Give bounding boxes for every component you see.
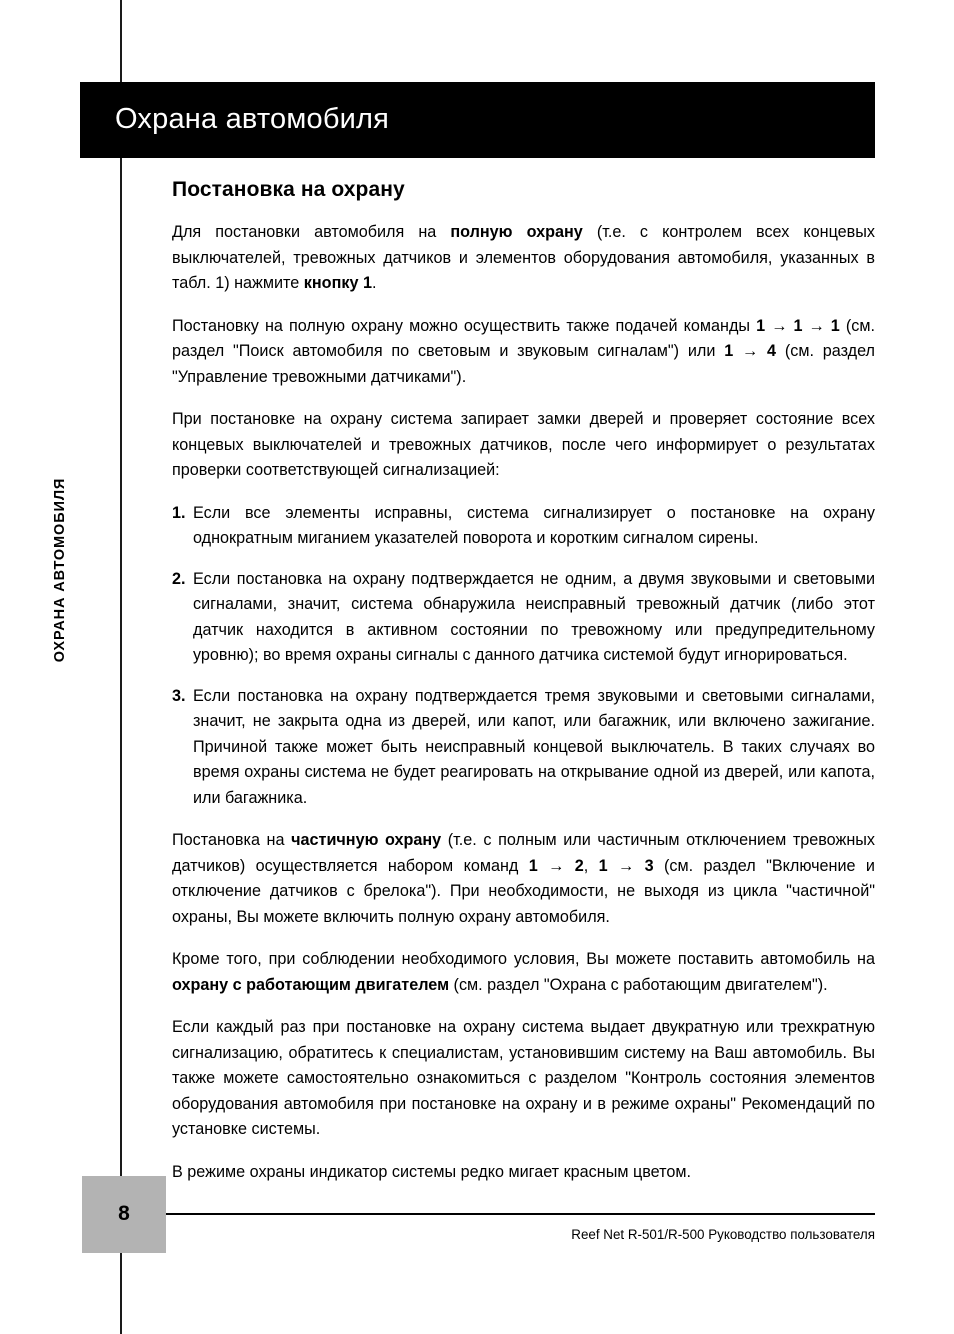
list-item-text: Если постановка на охрану подтверждается не одним, а двумя звуковыми и световыми сигналами, значит, система обнаружила неисправный тревожный датчик (либо этот датчик находится в активном состоянии по тревожному или предупредительному уровню); во время охраны сигналы с данного датчика системой будут игнорироваться. <box>193 569 875 664</box>
list-marker: 2. <box>172 569 186 588</box>
command-1-2: 1 → 2 <box>528 856 584 875</box>
text-run: (см. раздел "Поиск автомобиля по световым и звуковым сигналам") или <box>172 316 876 360</box>
list-item <box>172 501 875 552</box>
paragraph-partial-arming <box>172 828 875 930</box>
page-number: 8 <box>118 1201 130 1225</box>
text-run: . <box>371 274 377 292</box>
paragraph-indicator-note: В режиме охраны индикатор системы редко мигает красным цветом. <box>172 1162 691 1181</box>
page-spine-line <box>120 0 122 1334</box>
text-run: (см. раздел "Охрана с работающим двигателем"). <box>449 975 828 994</box>
emphasis-engine-running-guard: охрану с работающим двигателем <box>172 975 450 994</box>
command-1-1-1: 1 → 1 → 1 <box>756 316 840 335</box>
text-run: (см. раздел "Включение и отключение датчиков с брелока"). При необходимости, не выходя из цикла "частичной" охраны, Вы можете включить полную охрану автомобиля. <box>172 856 875 926</box>
text-run: Кроме того, при соблюдении необходимого условия, Вы можете поставить автомобиль на <box>172 950 875 968</box>
side-running-head-label: ОХРАНА АВТОМОБИЛЯ <box>52 477 68 663</box>
paragraph-engine-running-guard <box>172 947 875 998</box>
section-title: Постановка на охрану <box>172 178 405 201</box>
main-content <box>172 178 875 1185</box>
chapter-banner <box>80 82 875 158</box>
paragraph-full-arming-intro <box>172 220 875 297</box>
list-marker: 1. <box>172 503 186 522</box>
command-1-4: 1 → 4 <box>724 342 777 360</box>
paragraph-arming-check: При постановке на охрану система запирает замки дверей и проверяет состояние всех концевых выключателей и тревожных датчиков, после чего информирует о результатах проверки соответствующей сигнализацией: <box>172 410 875 479</box>
text-run: (т.е. с контролем всех концевых выключателей, тревожных датчиков и элементов оборудования автомобиля, указанных в табл. 1) нажмите <box>172 223 875 292</box>
list-item <box>172 684 875 812</box>
emphasis-partial-guard: частичную охрану <box>291 831 442 849</box>
text-run: Постановку на полную охрану можно осуществить также подачей команды <box>172 316 757 335</box>
chapter-title: Охрана автомобиля <box>115 102 390 135</box>
text-run: (т.е. с полным или частичным отключением тревожных датчиков) осуществляется набором команд <box>172 831 875 875</box>
list-item <box>172 567 875 669</box>
footer-caption: Reef Net R-501/R-500 Руководство пользователя <box>571 1227 875 1242</box>
text-run: , <box>583 856 599 875</box>
text-run: Для постановки автомобиля на <box>172 223 451 241</box>
emphasis-full-guard: полную охрану <box>450 223 583 241</box>
numbered-signal-list <box>172 501 875 812</box>
command-1-3: 1 → 3 <box>598 856 654 875</box>
footer-divider <box>166 1213 875 1215</box>
paragraph-troubleshooting: Если каждый раз при постановке на охрану система выдает двукратную или трехкратную сигнализацию, обратитесь к специалистам, установившим систему на Ваш автомобиль. Вы также можете самостоятельно ознакомиться с разделом "Контроль состояния элементов оборудования автомобиля при постановке на охрану и в режиме охраны" Рекомендаций по установке системы. <box>172 1018 875 1138</box>
text-run: Постановка на <box>172 831 292 849</box>
paragraph-command-sequences <box>172 314 875 391</box>
side-running-head <box>0 430 120 710</box>
list-marker: 3. <box>172 686 186 705</box>
text-run: (см. раздел "Управление тревожными датчиками"). <box>172 342 875 386</box>
list-item-text: Если все элементы исправны, система сигнализирует о постановке на охрану однократным миганием указателей поворота и коротким сигналом сирены. <box>193 503 875 547</box>
page-number-badge <box>82 1176 166 1253</box>
emphasis-button-1: кнопку 1 <box>303 274 372 292</box>
list-item-text: Если постановка на охрану подтверждается тремя звуковыми и световыми сигналами, значит, не закрыта одна из дверей, или капот, или багажник, или включено зажигание. Причиной также может быть неисправный концевой выключатель. В таких случаях во время охраны система не будет реагировать на открывание одной из дверей, или капота, или багажника. <box>193 686 875 807</box>
